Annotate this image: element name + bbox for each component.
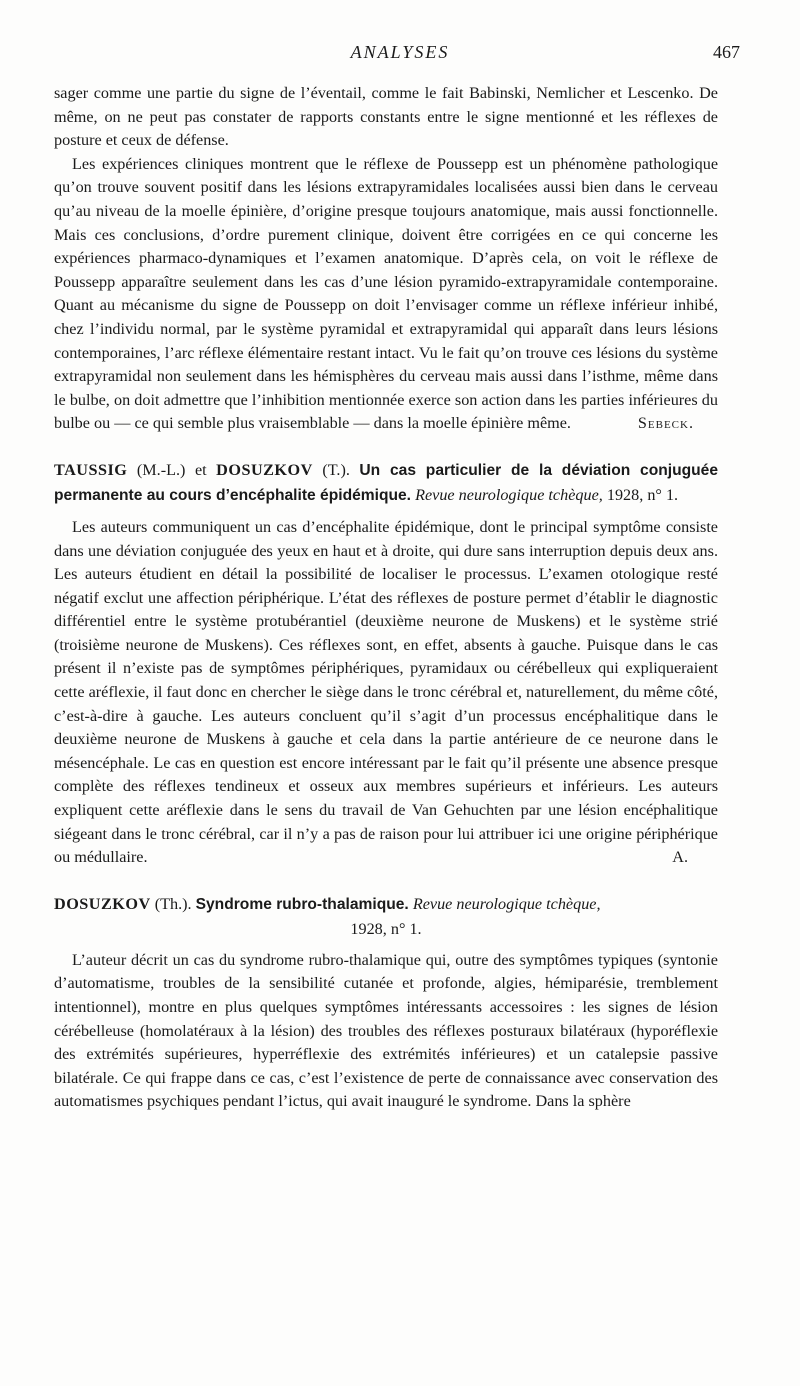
running-header xyxy=(60,42,740,68)
review2-paragraph-text: Les auteurs communiquent un cas d’encéphalite épidémique, dont le principal symptôme consiste dans une déviation conjuguée des yeux en haut et à droite, qui dure sans interruption depuis deux ans. Les auteurs étudient en détail la possibilité de localiser le processus. L’examen otologique resté négatif exclut une affection périphérique. L’état des réflexes de posture permet d’établir le diagnostic différentiel entre le système protubérantiel (deuxième neurone de Muskens) et le système strié (troisième neurone de Muskens). Ces réflexes sont, en effet, absents à gauche. Puisque dans le cas présent il n’existe pas de symptômes périphériques, pyramidaux ou cérébelleux qui expliqueraient cette aréflexie, il faut donc en chercher le siège dans le tronc cérébral et, naturellement, du même côté, c’est-à-dire à gauche. Les auteurs concluent qu’il s’agit d’un processus encéphalitique dans le deuxième neurone de Muskens à gauche et cela dans la partie antérieure de ce neurone dans le mésencéphale. Le cas en question est encore intéressant par le fait qu’il présente une absence presque complète des réflexes tendineux et osseux aux membres supérieurs et inférieurs. Les auteurs expliquent cette aréflexie dans le sens du travail de Van Gehuchten par une lésion encéphalitique siégeant dans le tronc cérébral, car il n’y a pas de raison pour lui attribuer ici une origine périphérique ou médullaire. xyxy=(54,517,718,867)
review3-author: DOSUZKOV xyxy=(54,894,151,913)
running-title: ANALYSES xyxy=(350,42,450,62)
review2-heading xyxy=(54,458,718,508)
review2-author-2: DOSUZKOV xyxy=(216,460,313,479)
review1-signature: Sebeck. xyxy=(637,414,694,433)
review1-paragraph-1: sager comme une partie du signe de l’éventail, comme le fait Babinski, Nemlicher et Lescenko. De même, on ne peut pas constater de rapports constants entre le signe mentionné et les réflexes de posture et ceux de défense. xyxy=(54,84,718,150)
review2-initials-1: (M.-L.) xyxy=(136,460,186,479)
review2-journal: Revue neurologique tchèque, xyxy=(415,485,603,504)
review3-year: 1928, n° 1. xyxy=(350,919,422,938)
review3-title: Syndrome rubro-thalamique. xyxy=(195,895,409,913)
review2-author-1: TAUSSIG xyxy=(54,460,128,479)
page-number: 467 xyxy=(713,42,740,62)
review3-journal: Revue neurologique tchèque, xyxy=(412,894,601,913)
review3-initials: (Th.). xyxy=(154,894,192,913)
review2-paragraph xyxy=(54,516,718,870)
review3-heading xyxy=(54,892,718,941)
body-text xyxy=(54,82,718,1114)
review3-paragraph: L’auteur décrit un cas du syndrome rubro-thalamique qui, outre des symptômes typiques (syntonie d’automatisme, troubles de la sensibilité cutanée et profonde, algies, hémiparésie, tremblement intentionnel), montre en plus quelques symptômes intéressants accessoires : les signes de lésion cérébelleuse (homolatéraux à la lésion) des troubles des réflexes posturaux bilatéraux (hyporéflexie des extrémités supérieures, hyperréflexie des extrémités inférieures) et un catalepsie passive bilatérale. Ce qui frappe dans ce cas, c’est l’existence de perte de connaissance avec conservation des automatismes psychiques pendant l’ictus, qui avait inauguré le syndrome. Dans la sphère xyxy=(54,950,718,1111)
review2-signature: A. xyxy=(672,848,688,867)
review2-initials-2: (T.). xyxy=(322,460,350,479)
review1-paragraph-2-text: Les expériences cliniques montrent que le réflexe de Poussepp est un phénomène pathologique qu’on trouve souvent positif dans les lésions extrapyramidales localisées aussi bien dans le cerveau qu’au niveau de la moelle épinière, d’origine presque toujours anatomique, mais aussi fonctionnelle. Mais ces conclusions, d’ordre purement clinique, doivent être corrigées en ce qui concerne les expériences pharmaco-dynamiques et l’examen anatomique. D’après cela, on voit le réflexe de Poussepp apparaître seulement dans les cas d’une lésion pyramido-extrapyramidale contemporaine. Quant au mécanisme du signe de Poussepp on doit l’envisager comme un réflexe inférieur inhibé, chez l’individu normal, par le système pyramidal et extrapyramidal qui apparaît dans leurs lésions contemporaines, l’arc réflexe élémentaire restant intact. Vu le fait qu’on trouve ces lésions du système extrapyramidal non seulement dans les hémisphères du cerveau mais aussi dans l’isthme, même dans le bulbe, on doit admettre que l’inhibition mentionnée exerce son action dans les parties inférieures du bulbe ou — ce qui semble plus vraisemblable — dans la moelle épinière même. xyxy=(54,154,718,433)
review1-paragraph-2 xyxy=(54,153,718,436)
review2-title: Un cas particulier de la déviation conjuguée permanente au cours d’encéphalite épidémique. xyxy=(54,461,719,504)
review2-year: 1928, n° 1. xyxy=(606,485,679,504)
review2-conjunction: et xyxy=(194,460,207,479)
